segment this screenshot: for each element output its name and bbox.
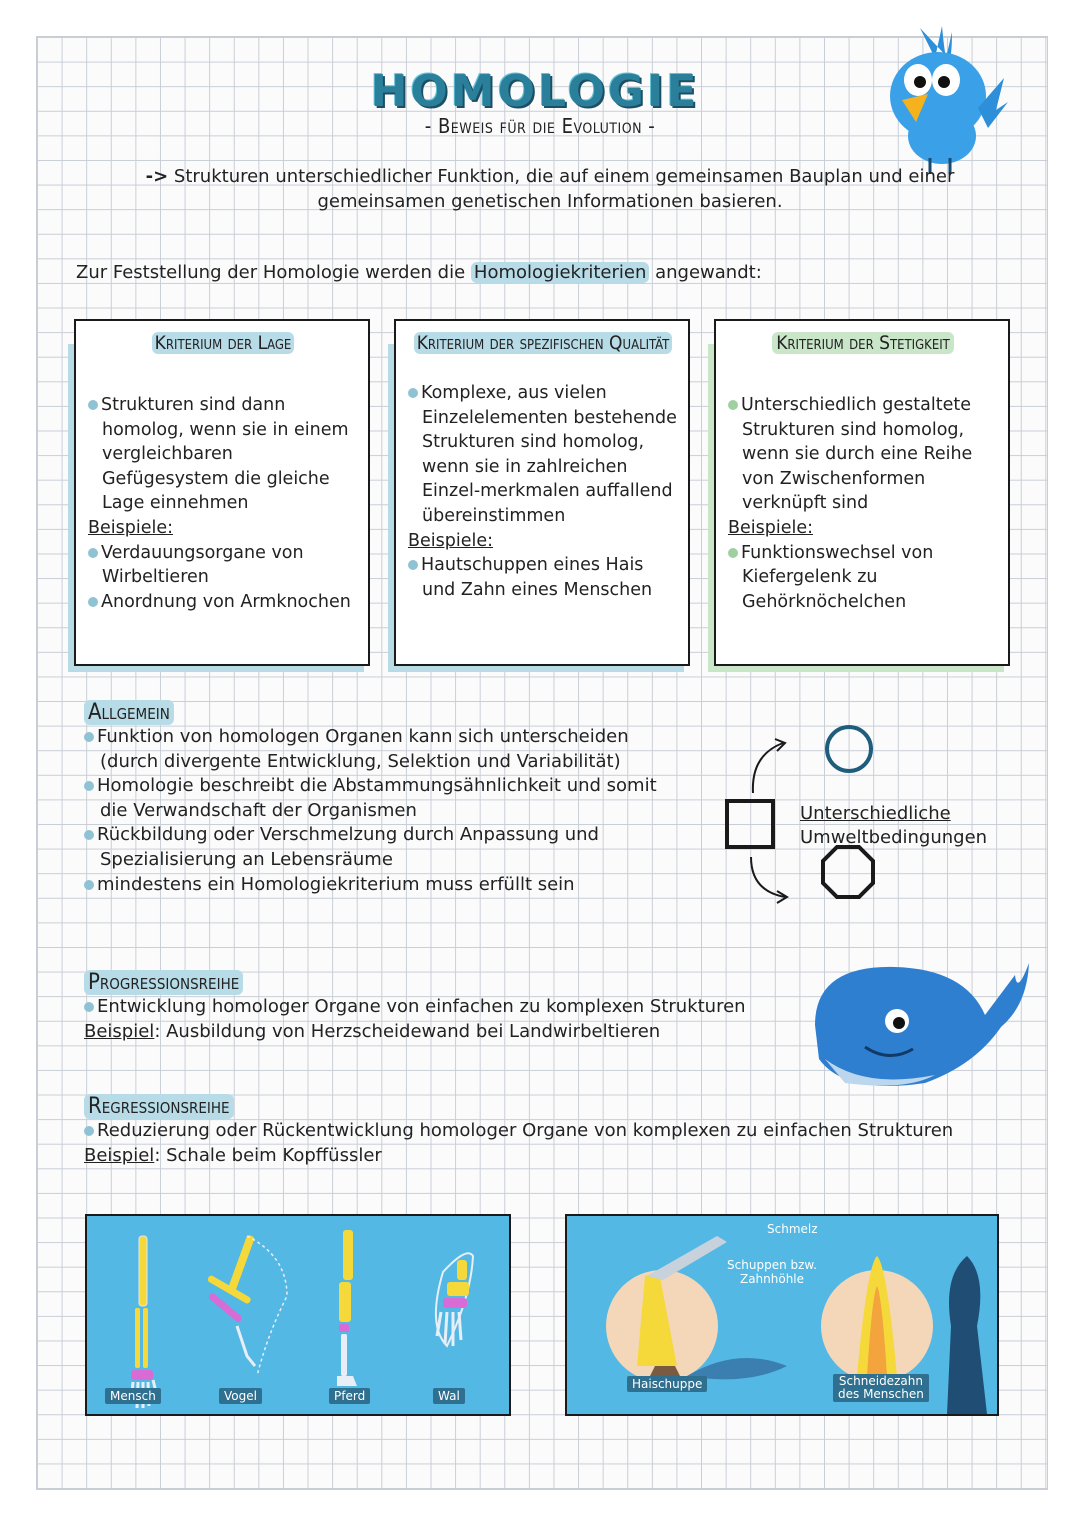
section-heading: Progressionsreihe xyxy=(84,970,243,995)
whale-illustration xyxy=(805,955,1035,1095)
bullet-icon xyxy=(88,597,98,607)
example-item: Hautschuppen eines Hais und Zahn eines Menschen xyxy=(421,555,653,600)
figure-teeth xyxy=(565,1214,999,1416)
diagram-label xyxy=(800,802,987,850)
intro-arrow: -> xyxy=(145,166,169,187)
page-title: HOMOLOGIE xyxy=(370,66,700,117)
card-text: Komplexe, aus vielen Einzelelementen bestehende Strukturen sind homolog, wenn sie in zahlreichen Einzel-merkmalen auffallend übereinstimmen xyxy=(421,383,677,526)
bullet-icon xyxy=(728,400,738,410)
regression-example: : Schale beim Kopffüssler xyxy=(154,1144,382,1166)
allgemein-item: Funktion von homologen Organen kann sich unterscheiden (durch divergente Entwicklung, Selektion und Variabilität) xyxy=(97,726,629,772)
criteria-suffix: angewandt: xyxy=(655,262,762,283)
section-heading: Allgemein xyxy=(84,700,174,725)
figure-limbs xyxy=(85,1214,511,1416)
examples-label: Beispiele: xyxy=(728,517,814,538)
card-text: Unterschiedlich gestaltete Strukturen sind homolog, wenn sie durch eine Reihe von Zwischenformen verknüpft sind xyxy=(741,395,973,514)
card-stetigkeit xyxy=(714,319,1010,666)
diagram-label-line-2: Umweltbedingungen xyxy=(800,827,988,848)
section-allgemein xyxy=(84,700,684,897)
bullet-icon xyxy=(88,400,98,410)
example-item: Verdauungsorgane von Wirbeltieren xyxy=(101,542,304,588)
allgemein-item: mindestens ein Homologiekriterium muss erfüllt sein xyxy=(97,873,575,895)
label-schneidezahn xyxy=(833,1374,929,1402)
example-label: Beispiel xyxy=(84,1020,155,1042)
progression-item: Entwicklung homologer Organe von einfachen zu komplexen Strukturen xyxy=(97,996,746,1017)
examples-label: Beispiele: xyxy=(408,530,494,551)
bullet-icon xyxy=(408,388,418,398)
intro-text xyxy=(120,164,980,214)
diagram-label-line-1: Unterschiedliche xyxy=(800,803,951,824)
criteria-prefix: Zur Feststellung der Homologie werden die xyxy=(76,262,466,283)
bullet-icon xyxy=(84,1002,94,1012)
limb-bones-drawing xyxy=(87,1216,509,1414)
bullet-icon xyxy=(84,830,94,840)
example-item: Funktionswechsel von Kiefergelenk zu Gehörknöchelchen xyxy=(741,542,934,612)
label-wal: Wal xyxy=(433,1388,465,1404)
card-text: Strukturen sind dann homolog, wenn sie in einem vergleichbaren Gefügesystem die gleiche Lage einnehmen xyxy=(101,395,349,514)
page-subtitle: - Beweis für die Evolution - xyxy=(424,114,656,138)
criteria-intro-line xyxy=(76,262,762,283)
section-heading: Regressionsreihe xyxy=(84,1094,234,1119)
label-schneidezahn-line-1: Schneidezahn xyxy=(838,1374,923,1388)
examples-label: Beispiele: xyxy=(88,517,174,538)
bullet-icon xyxy=(84,781,94,791)
bullet-icon xyxy=(84,880,94,890)
label-vogel: Vogel xyxy=(219,1388,262,1404)
label-mensch: Mensch xyxy=(105,1388,161,1404)
card-title: Kriterium der Stetigkeit xyxy=(772,332,954,354)
card-spezifische-qualitaet xyxy=(394,319,690,666)
criteria-highlight: Homologiekriterien xyxy=(471,262,649,283)
card-lage xyxy=(74,319,370,666)
card-title: Kriterium der spezifischen Qualität xyxy=(414,332,673,354)
allgemein-item: Homologie beschreibt die Abstammungsähnlichkeit und somit die Verwandschaft der Organismen xyxy=(97,775,657,821)
intro-definition: Strukturen unterschiedlicher Funktion, die auf einem gemeinsamen Bauplan und einer gemeinsamen genetischen Informationen basieren. xyxy=(173,166,955,212)
bullet-icon xyxy=(728,548,738,558)
bullet-icon xyxy=(408,560,418,570)
example-item: Anordnung von Armknochen xyxy=(101,591,351,612)
bullet-icon xyxy=(88,548,98,558)
label-pferd: Pferd xyxy=(329,1388,370,1404)
label-zahnhoehle: Schuppen bzw. Zahnhöhle xyxy=(727,1258,817,1286)
bullet-icon xyxy=(84,732,94,742)
regression-item: Reduzierung oder Rückentwicklung homologer Organe von komplexen zu einfachen Strukturen xyxy=(97,1120,954,1141)
section-progression xyxy=(84,970,784,1044)
label-schneidezahn-line-2: des Menschen xyxy=(838,1387,924,1401)
section-regression xyxy=(84,1094,1014,1168)
bullet-icon xyxy=(84,1126,94,1136)
example-label: Beispiel xyxy=(84,1144,155,1166)
progression-example: : Ausbildung von Herzscheidewand bei Landwirbeltieren xyxy=(154,1020,661,1042)
bird-illustration xyxy=(880,18,1010,178)
label-schmelz: Schmelz xyxy=(767,1222,818,1236)
allgemein-item: Rückbildung oder Verschmelzung durch Anpassung und Spezialisierung an Lebensräume xyxy=(97,824,599,870)
label-haischuppe: Haischuppe xyxy=(627,1376,707,1392)
card-title: Kriterium der Lage xyxy=(152,332,295,354)
